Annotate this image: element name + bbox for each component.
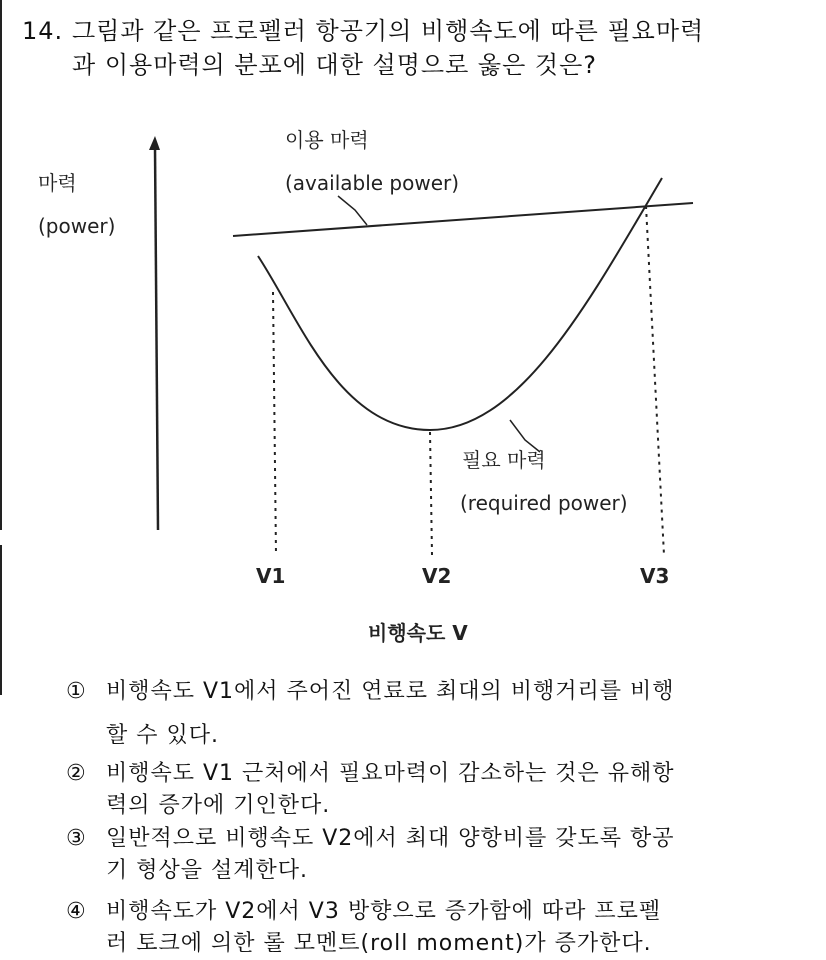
option-3-mark: ③ — [66, 826, 87, 851]
v3-drop-line — [646, 206, 664, 555]
option-1-line1: 비행속도 V1에서 주어진 연료로 최대의 비행거리를 비행 — [106, 679, 675, 704]
v3-label: V3 — [640, 564, 670, 588]
available-label-kr: 이용 마력 — [285, 128, 369, 152]
option-3 — [66, 823, 675, 887]
available-power-leader — [338, 196, 367, 225]
available-label-en: (available power) — [285, 171, 460, 195]
question-text-line2: 과 이용마력의 분포에 대한 설명으로 옳은 것은? — [72, 51, 598, 79]
required-label-kr: 필요 마력 — [462, 448, 546, 472]
required-power-curve — [258, 178, 662, 430]
option-4-mark: ④ — [66, 899, 87, 924]
option-1-mark: ① — [66, 679, 87, 704]
y-axis — [155, 148, 158, 530]
option-1 — [66, 670, 675, 758]
y-axis-arrow-icon — [149, 136, 160, 150]
option-4-line1: 비행속도가 V2에서 V3 방향으로 증가함에 따라 프로펠 — [106, 899, 662, 924]
option-2-line1: 비행속도 V1 근처에서 필요마력이 감소하는 것은 유해항 — [106, 761, 675, 786]
option-4-line2: 러 토크에 의한 롤 모멘트(roll moment)가 증가한다. — [106, 931, 652, 956]
y-label-en: (power) — [38, 214, 116, 238]
option-3-line1: 일반적으로 비행속도 V2에서 최대 양항비를 갖도록 항공 — [106, 826, 675, 851]
option-2-line2: 력의 증가에 기인한다. — [106, 793, 331, 818]
y-label-kr: 마력 — [38, 171, 77, 195]
question-number: 14. — [22, 17, 64, 45]
option-2 — [66, 758, 675, 822]
option-2-mark: ② — [66, 761, 87, 786]
v2-drop-line — [430, 432, 432, 555]
option-3-line2: 기 형상을 설계한다. — [106, 858, 308, 883]
available-power-line — [233, 203, 693, 236]
v1-label: V1 — [256, 564, 286, 588]
x-axis-label: 비행속도 V — [368, 621, 468, 645]
option-4 — [66, 896, 661, 960]
question-text-line1: 그림과 같은 프로펠러 항공기의 비행속도에 따른 필요마력 — [72, 17, 705, 45]
required-label-en: (required power) — [460, 491, 628, 515]
option-1-line2: 할 수 있다. — [106, 723, 219, 748]
v2-label: V2 — [422, 564, 452, 588]
v1-drop-line — [273, 292, 276, 555]
